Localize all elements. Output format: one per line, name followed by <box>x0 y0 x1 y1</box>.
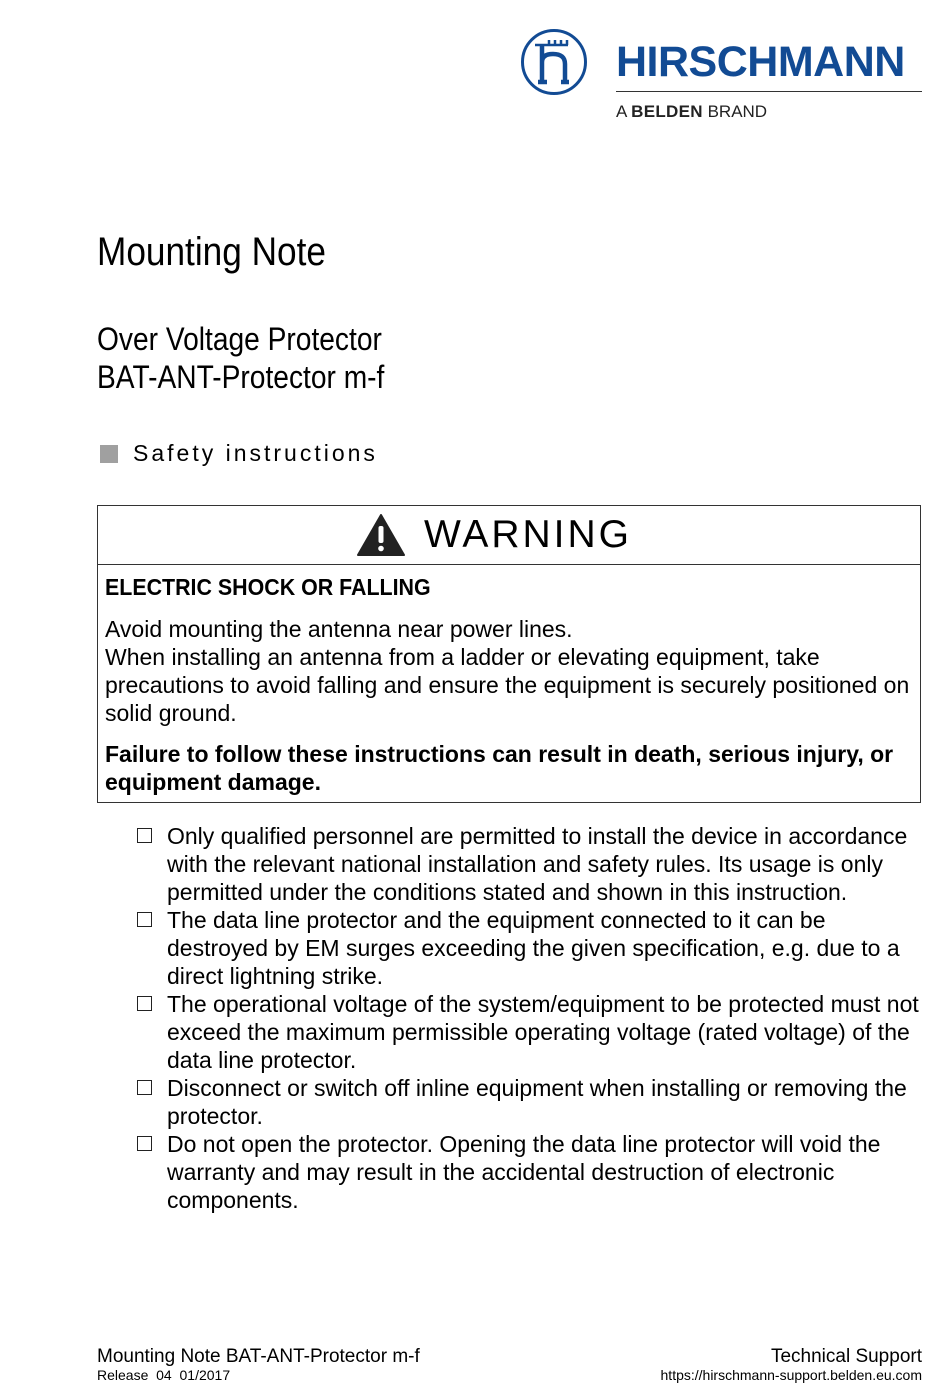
footer-support-label: Technical Support <box>770 1346 922 1367</box>
tagline-suffix: BRAND <box>707 102 768 121</box>
brand-tagline <box>616 102 767 122</box>
list-item-text: Disconnect or switch off inline equipment when installing or removing the protector. <box>167 1075 907 1129</box>
list-item <box>135 822 925 906</box>
warning-title: WARNING <box>423 513 633 556</box>
checkbox-bullet-icon <box>137 1136 152 1151</box>
brand-logo <box>520 28 925 128</box>
warning-consequence: Failure to follow these instructions can result in death, serious injury, or equipment damage. <box>105 741 894 795</box>
subtitle-line: BAT-ANT-Protector m-f <box>97 359 385 395</box>
list-item <box>135 1074 925 1130</box>
brand-name: HIRSCHMANN <box>616 38 905 86</box>
section-label: Safety instructions <box>133 440 378 466</box>
checkbox-bullet-icon <box>137 828 152 843</box>
document-subtitle <box>97 320 384 396</box>
list-item <box>135 1130 925 1214</box>
tagline-belden: BELDEN <box>631 102 703 121</box>
list-item <box>135 990 925 1074</box>
section-heading <box>100 440 378 467</box>
hazard-title: ELECTRIC SHOCK OR FALLING <box>105 574 431 600</box>
subtitle-line: Over Voltage Protector <box>97 321 382 357</box>
document-title: Mounting Note <box>97 230 326 274</box>
list-item-text: Only qualified personnel are permitted to install the device in accordance with the relevant national installation and safety rules. Its usage is only permitted under the conditions stated and shown in this instruction. <box>167 823 908 905</box>
footer-document-info <box>97 1347 420 1383</box>
tagline-prefix: A <box>616 102 627 121</box>
checkbox-bullet-icon <box>137 1080 152 1095</box>
warning-text: When installing an antenna from a ladder or elevating equipment, take precautions to avoid falling and ensure the equipment is securely positioned on solid ground. <box>105 644 910 726</box>
list-item-text: The operational voltage of the system/equipment to be protected must not exceed the maximum permissible operating voltage (rated voltage) of the data line protector. <box>167 991 919 1073</box>
footer-release: Release 04 01/2017 <box>97 1367 231 1383</box>
list-item <box>135 906 925 990</box>
warning-triangle-icon <box>356 513 406 557</box>
brand-divider <box>616 91 922 92</box>
footer-doc-name: Mounting Note BAT-ANT-Protector m-f <box>97 1346 420 1367</box>
hirschmann-h-logo-icon <box>520 28 588 96</box>
square-bullet-icon <box>100 445 118 463</box>
warning-box <box>97 505 921 803</box>
warning-header <box>98 506 920 565</box>
warning-text: Avoid mounting the antenna near power lines. <box>105 616 573 642</box>
list-item-text: Do not open the protector. Opening the data line protector will void the warranty and may result in the accidental destruction of electronic components. <box>167 1131 881 1213</box>
checkbox-bullet-icon <box>137 912 152 927</box>
checkbox-bullet-icon <box>137 996 152 1011</box>
footer-support <box>661 1347 922 1383</box>
safety-instructions-list <box>135 822 925 1214</box>
footer-support-url[interactable]: https://hirschmann-support.belden.eu.com <box>660 1367 922 1383</box>
list-item-text: The data line protector and the equipment connected to it can be destroyed by EM surges exceeding the given specification, e.g. due to a direct lightning strike. <box>167 907 900 989</box>
warning-body <box>98 565 920 796</box>
